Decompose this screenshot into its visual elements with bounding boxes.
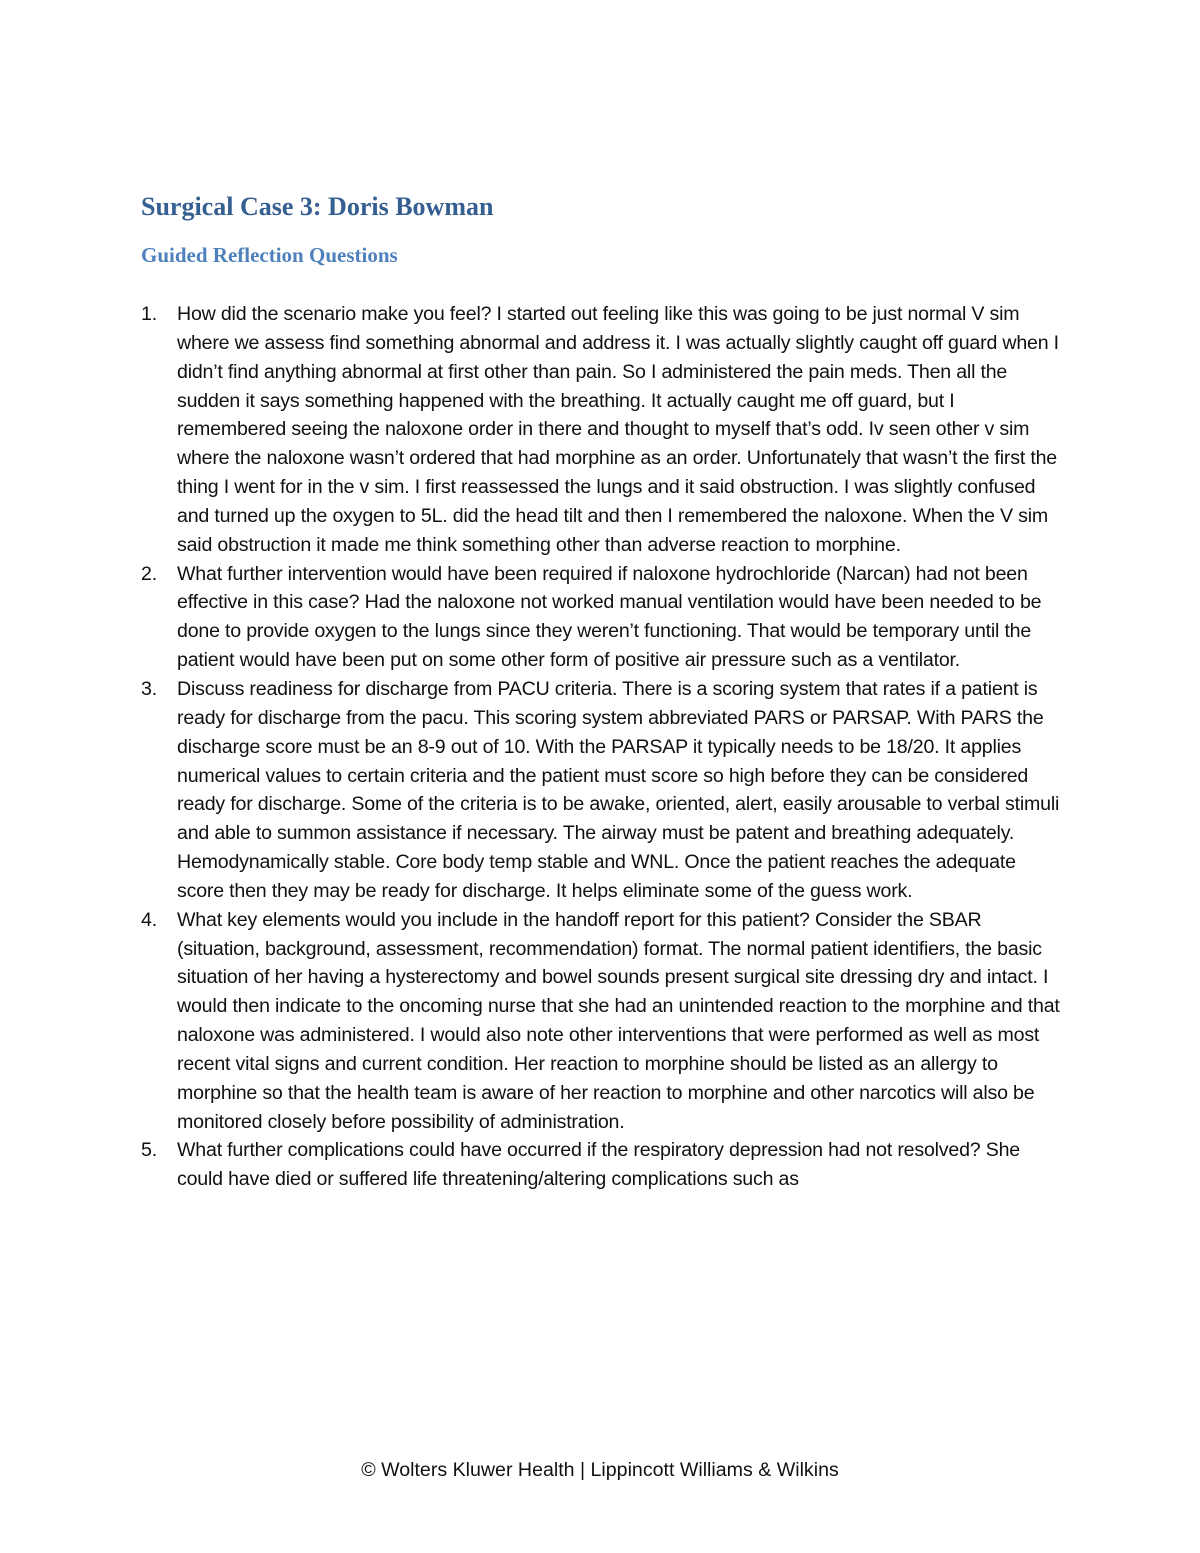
reflection-question-4 bbox=[141, 906, 1061, 1137]
question-text: Discuss readiness for discharge from PACU criteria. There is a scoring system that rates if a patient is ready for discharge from the pacu. This scoring system abbreviated PARS or PARSAP. With PARS the discharge score must be an 8-9 out of 10. With the PARSAP it typically needs to be 18/20. It applies numerical values to certain criteria and the patient must score so high before they can be considered ready for discharge. Some of the criteria is to be awake, oriented, alert, easily arousable to verbal stimuli and able to summon assistance if necessary. The airway must be patent and breathing adequately. Hemodynamically stable. Core body temp stable and WNL. Once the patient reaches the adequate score then they may be ready for discharge. It helps eliminate some of the guess work. bbox=[177, 677, 1060, 902]
reflection-question-3 bbox=[141, 675, 1061, 906]
section-heading: Guided Reflection Questions bbox=[141, 243, 398, 267]
question-number: 4. bbox=[141, 908, 157, 931]
question-number: 5. bbox=[141, 1139, 157, 1162]
question-text: What further complications could have occurred if the respiratory depression had not resolved? She could have died or suffered life threatening/altering complications such as bbox=[177, 1139, 1020, 1191]
question-number: 2. bbox=[141, 562, 157, 585]
document-title: Surgical Case 3: Doris Bowman bbox=[141, 192, 494, 221]
reflection-question-list bbox=[141, 300, 1061, 1194]
question-text: How did the scenario make you feel? I started out feeling like this was going to be just normal V sim where we assess find something abnormal and address it. I was actually slightly caught off guard when I didn’t find anything abnormal at first other than pain. So I administered the pain meds. Then all the sudden it says something happened with the breathing. It actually caught me off guard, but I remembered seeing the naloxone order in there and thought to myself that’s odd. Iv seen other v sim where the naloxone wasn’t ordered that had morphine as an order. Unfortunately that wasn’t the first the thing I went for in the v sim. I first reassessed the lungs and it said obstruction. I was slightly confused and turned up the oxygen to 5L. did the head tilt and then I remembered the naloxone. When the V sim said obstruction it made me think something other than adverse reaction to morphine. bbox=[177, 303, 1059, 556]
question-number: 3. bbox=[141, 677, 157, 700]
reflection-question-5 bbox=[141, 1136, 1061, 1194]
question-number: 1. bbox=[141, 303, 157, 325]
reflection-question-2 bbox=[141, 560, 1061, 675]
question-text: What key elements would you include in the handoff report for this patient? Consider the SBAR (situation, background, assessment, recommendation) format. The normal patient identifiers, the basic situation of her having a hysterectomy and bowel sounds present surgical site dressing dry and intact. I would then indicate to the oncoming nurse that she had an unintended reaction to the morphine and that naloxone was administered. I would also note other interventions that were performed as well as most recent vital signs and current condition. Her reaction to morphine should be listed as an allergy to morphine so that the health team is aware of her reaction to morphine and other narcotics will also be monitored closely before possibility of administration. bbox=[177, 908, 1060, 1133]
copyright-footer: © Wolters Kluwer Health | Lippincott Williams & Wilkins bbox=[361, 1459, 839, 1481]
question-text: What further intervention would have been required if naloxone hydrochloride (Narcan) had not been effective in this case? Had the naloxone not worked manual ventilation would have been needed to be done to provide oxygen to the lungs since they weren’t functioning. That would be temporary until the patient would have been put on some other form of positive air pressure such as a ventilator. bbox=[177, 562, 1042, 672]
reflection-question-1 bbox=[141, 300, 1061, 560]
